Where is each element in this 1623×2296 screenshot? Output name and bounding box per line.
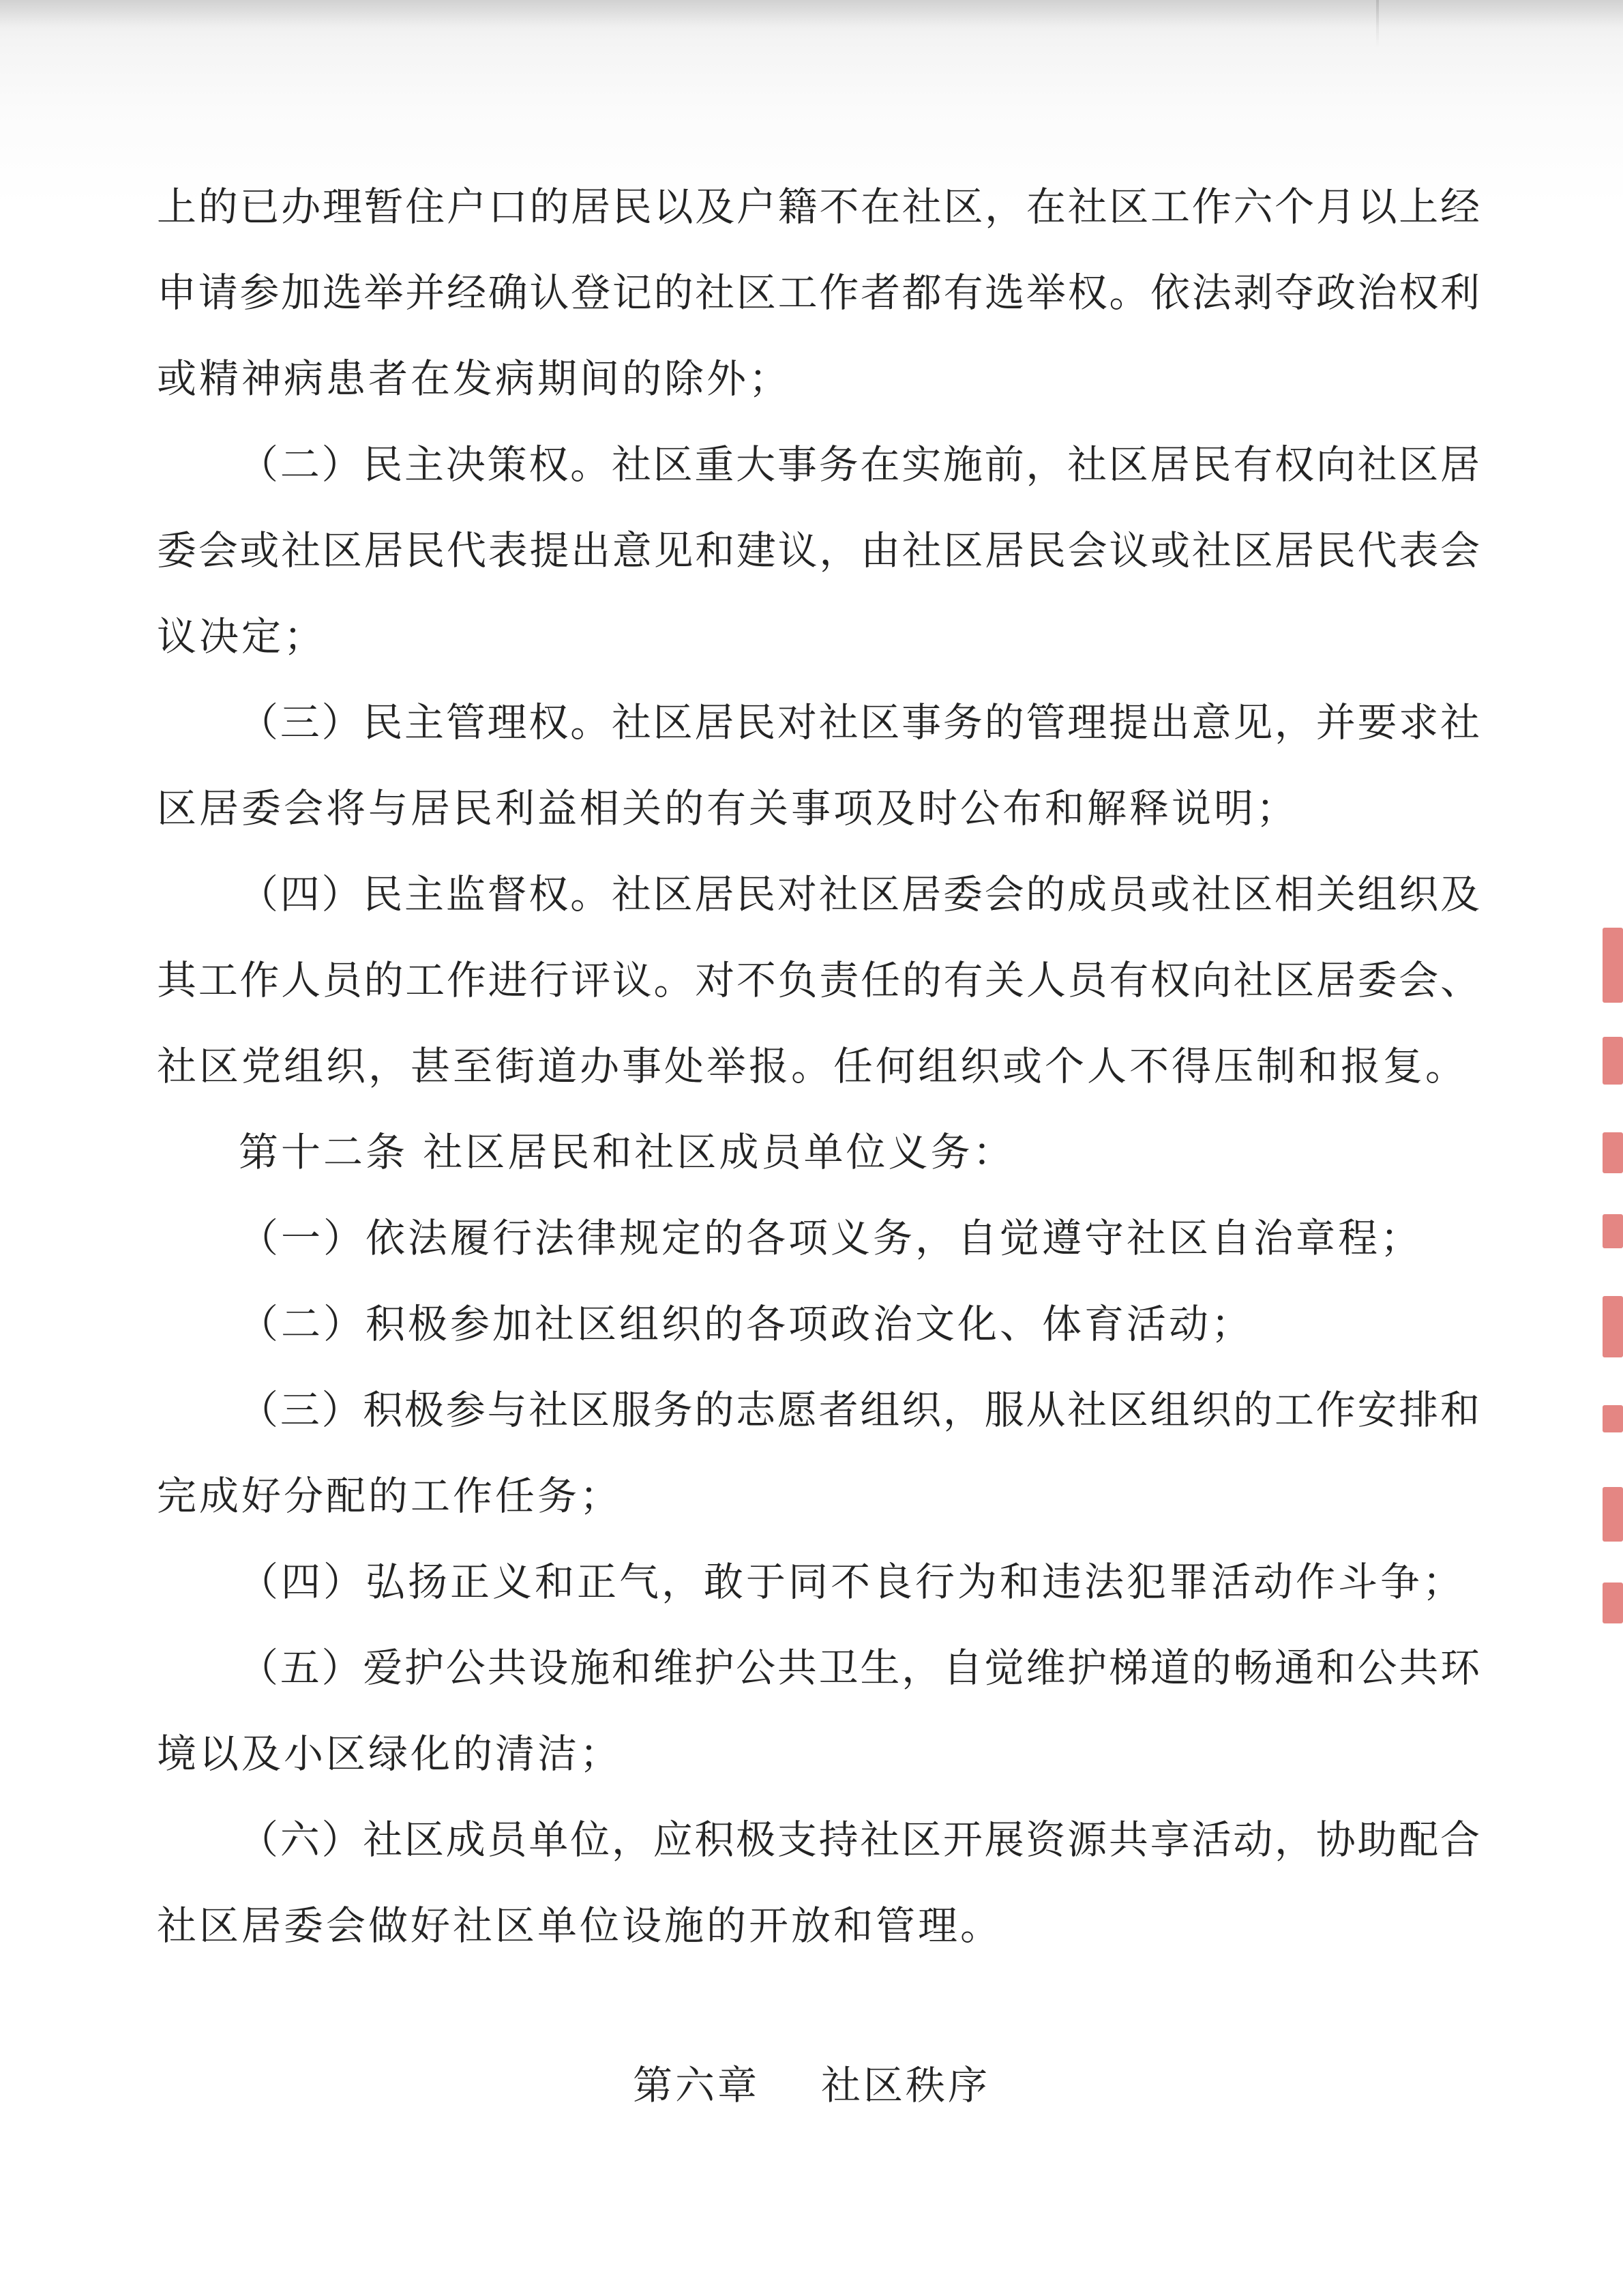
- text-line: （三）积极参与社区服务的志愿者组织，服从社区组织的工作安排和: [239, 1387, 1480, 1433]
- text-line: （二）积极参加社区组织的各项政治文化、体育活动；: [239, 1301, 1254, 1347]
- article-heading: 第十二条 社区居民和社区成员单位义务：: [239, 1129, 1015, 1175]
- text-line: 议决定；: [157, 613, 327, 660]
- seal-stamp-edge: [1603, 928, 1623, 1623]
- text-line: 其工作人员的工作进行评议。对不负责任的有关人员有权向社区居委会、: [157, 957, 1480, 1003]
- text-line: （五）爱护公共设施和维护公共卫生，自觉维护梯道的畅通和公共环: [239, 1645, 1480, 1691]
- text-line: 境以及小区绿化的清洁；: [157, 1731, 623, 1777]
- text-line: 完成好分配的工作任务；: [157, 1473, 623, 1519]
- chapter-number: 第六章: [632, 2062, 760, 2108]
- text-line: 区居委会将与居民利益相关的有关事项及时公布和解释说明；: [157, 785, 1299, 831]
- text-line: 社区党组织，甚至街道办事处举报。任何组织或个人不得压制和报复。: [157, 1043, 1468, 1089]
- text-line: （六）社区成员单位，应积极支持社区开展资源共享活动，协助配合: [239, 1816, 1480, 1863]
- text-line: （四）民主监督权。社区居民对社区居委会的成员或社区相关组织及: [239, 871, 1480, 917]
- text-line: （二）民主决策权。社区重大事务在实施前，社区居民有权向社区居: [239, 441, 1480, 488]
- chapter-title: 社区秩序: [821, 2062, 991, 2108]
- document-body: [157, 164, 1480, 1969]
- text-line: 或精神病患者在发病期间的除外；: [157, 355, 792, 402]
- scan-top-shadow: [0, 0, 1623, 27]
- text-line: （四）弘扬正义和正气，敢于同不良行为和违法犯罪活动作斗争；: [239, 1559, 1465, 1605]
- text-line: （一）依法履行法律规定的各项义务，自觉遵守社区自治章程；: [239, 1215, 1423, 1261]
- text-line: （三）民主管理权。社区居民对社区事务的管理提出意见，并要求社: [239, 699, 1480, 746]
- text-line: 申请参加选举并经确认登记的社区工作者都有选举权。依法剥夺政治权利: [157, 269, 1480, 316]
- paper-fold-mark: [1376, 0, 1379, 48]
- text-line: 社区居委会做好社区单位设施的开放和管理。: [157, 1902, 1003, 1949]
- text-line: 委会或社区居民代表提出意见和建议，由社区居民会议或社区居民代表会: [157, 527, 1480, 574]
- chapter-heading: [0, 2053, 1623, 2110]
- text-line: 上的已办理暂住户口的居民以及户籍不在社区，在社区工作六个月以上经: [157, 183, 1480, 230]
